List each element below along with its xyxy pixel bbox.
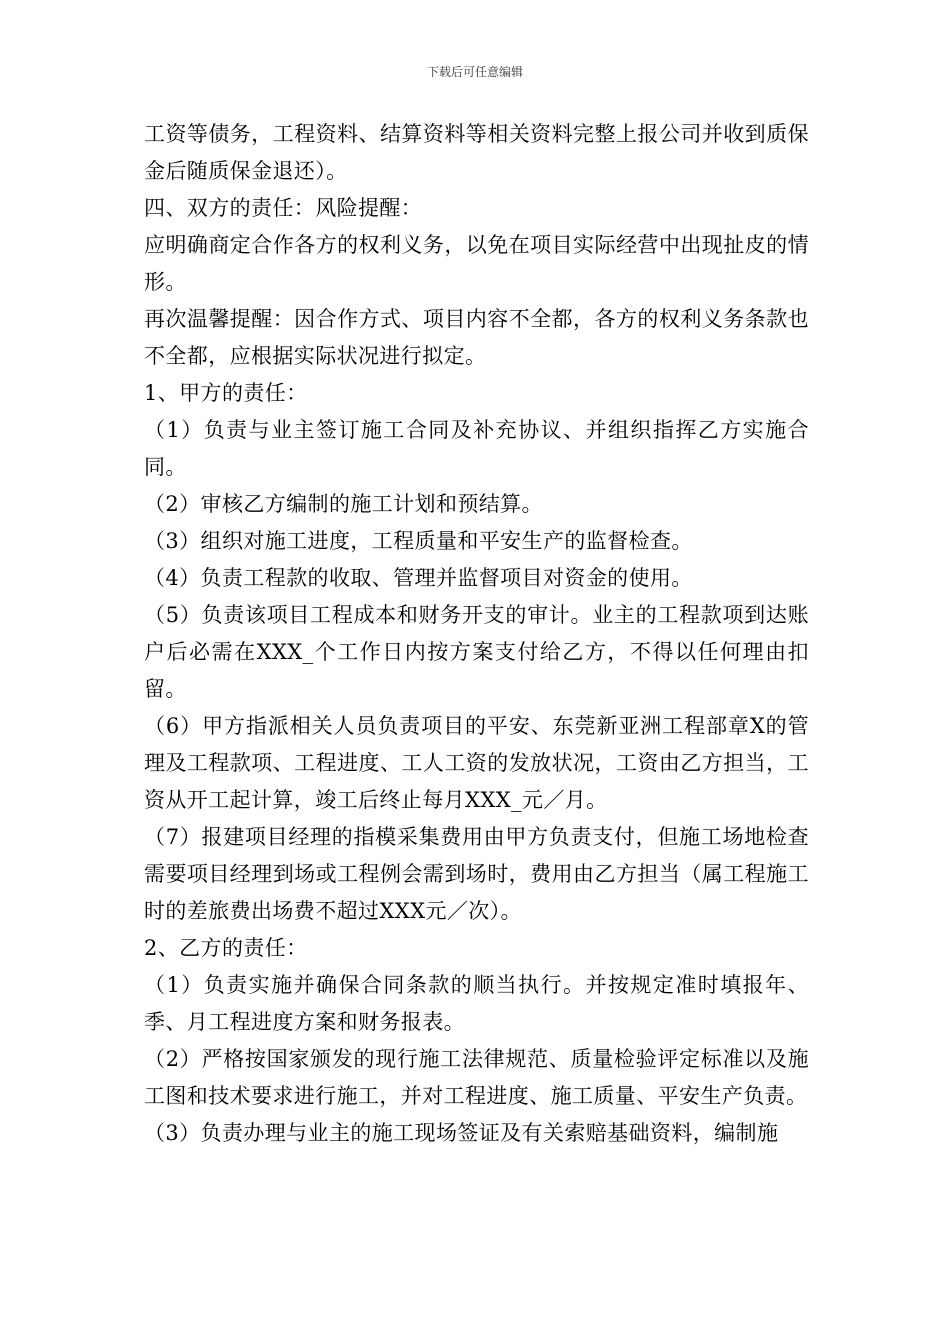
paragraph: 工资等债务，工程资料、结算资料等相关资料完整上报公司并收到质保金后随质保金退还）。 bbox=[144, 122, 809, 183]
list-item: （2）审核乙方编制的施工计划和预结算。 bbox=[144, 492, 543, 516]
list-item: （2）严格按国家颁发的现行施工法律规范、质量检验评定标准以及施工图和技术要求进行施工，并对工程进度、施工质量、平安生产负责。 bbox=[144, 1047, 809, 1108]
document-body bbox=[144, 116, 809, 1152]
page-header: 下载后可任意编辑 bbox=[426, 65, 523, 79]
list-item: （1）负责与业主签订施工合同及补充协议、并组织指挥乙方实施合同。 bbox=[144, 418, 809, 479]
list-item: （1）负责实施并确保合同条款的顺当执行。并按规定准时填报年、季、月工程进度方案和财务报表。 bbox=[144, 973, 809, 1034]
paragraph: 再次温馨提醒：因合作方式、项目内容不全都，各方的权利义务条款也不全都，应根据实际状况进行拟定。 bbox=[144, 307, 809, 368]
list-item: （7）报建项目经理的指模采集费用由甲方负责支付，但施工场地检查需要项目经理到场或工程例会需到场时，费用由乙方担当（属工程施工时的差旅费出场费不超过XXX元／次）。 bbox=[144, 825, 809, 923]
list-item: （3）负责办理与业主的施工现场签证及有关索赔基础资料，编制施 bbox=[144, 1121, 779, 1145]
list-item: （3）组织对施工进度，工程质量和平安生产的监督检查。 bbox=[144, 529, 693, 553]
section-heading: 四、双方的责任：风险提醒： bbox=[144, 196, 423, 220]
list-item: （5）负责该项目工程成本和财务开支的审计。业主的工程款项到达账户后必需在XXX_个工作日内按方案支付给乙方，不得以任何理由扣留。 bbox=[144, 603, 809, 701]
paragraph: 应明确商定合作各方的权利义务，以免在项目实际经营中出现扯皮的情形。 bbox=[144, 233, 809, 294]
list-item: （6）甲方指派相关人员负责项目的平安、东莞新亚洲工程部章X的管理及工程款项、工程进度、工人工资的发放状况，工资由乙方担当，工资从开工起计算，竣工后终止每月XXX_元／月。 bbox=[144, 714, 809, 812]
list-item: （4）负责工程款的收取、管理并监督项目对资金的使用。 bbox=[144, 566, 693, 590]
subsection-heading: 2、乙方的责任： bbox=[144, 936, 308, 960]
subsection-heading: 1、甲方的责任： bbox=[144, 381, 308, 405]
